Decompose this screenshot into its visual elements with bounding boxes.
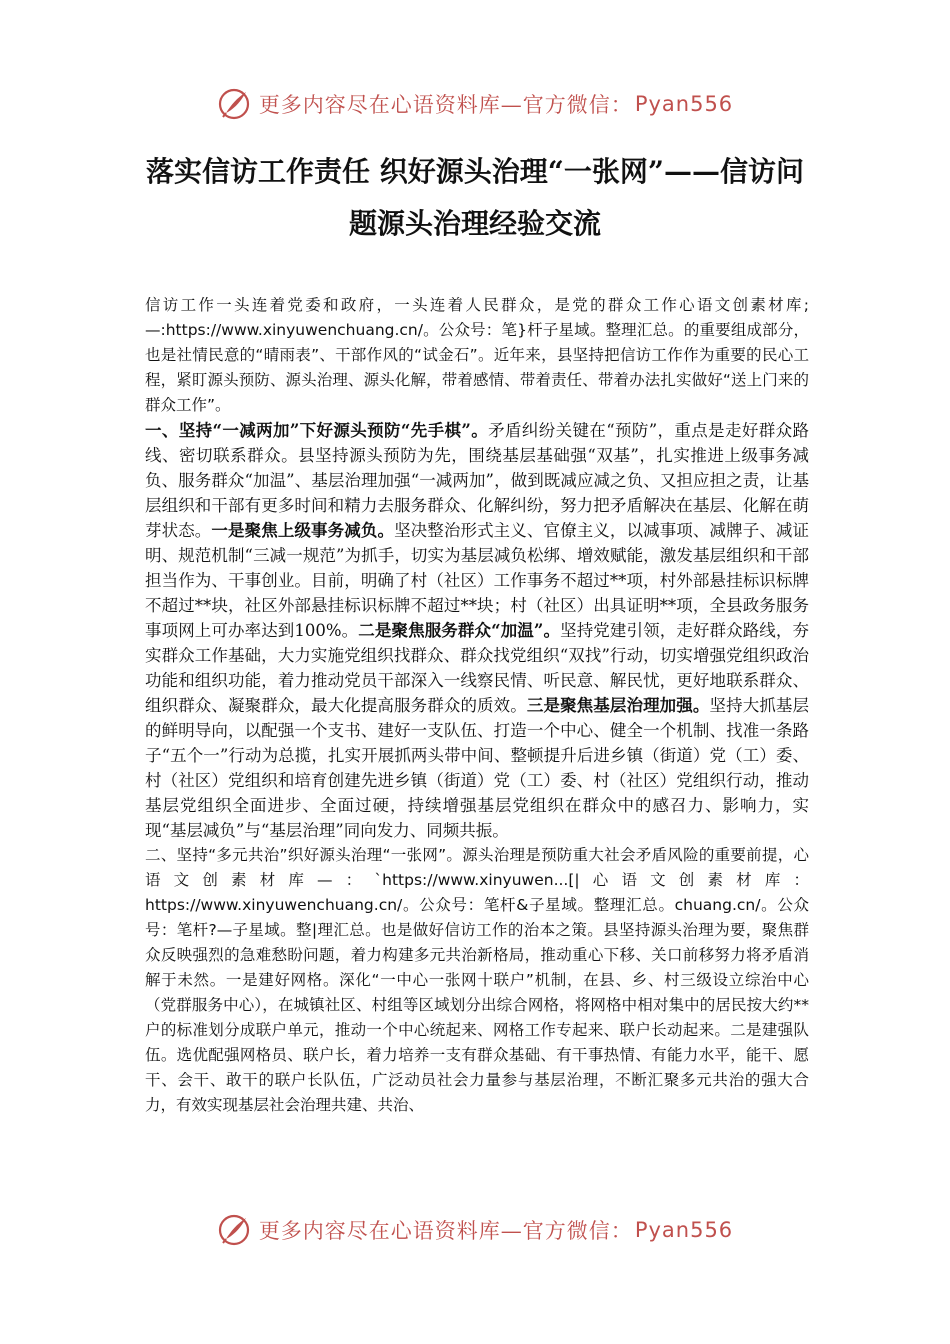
feather-logo-icon [217,1213,251,1247]
watermark-id: Pyan556 [634,92,734,116]
watermark-banner-top [0,84,950,124]
point-1-text: 坚决整治形式主义、官僚主义，以减事项、减牌子、减证明、规范机制“三减一规范”为抓手，切实为基层减负松绑、增效赋能，激发基层组织和干部担当作为、干事创业。目前，明确了村（社区）工作事务不超过**项，村外部悬挂标识标牌不超过**块，社区外部悬挂标识标牌不超过**块；村（社区）出具证明**项，全县政务服务事项网上可办率达到100%。 [145,521,810,640]
feather-logo-icon [217,87,251,121]
watermark-banner-bottom [0,1210,950,1250]
point-3-text: 坚持大抓基层的鲜明导向，以配强一个支书、建好一支队伍、打造一个中心、健全一个机制、找准一条路子“五个一”行动为总揽，扎实开展抓两头带中间、整顿提升后进乡镇（街道）党（工）委、村（社区）党组织和培育创建先进乡镇（街道）党（工）委、村（社区）党组织行动，推动基层党组织全面进步、全面过硬，持续增强基层党组织在群众中的感召力、影响力，实现“基层减负”与“基层治理”同向发力、同频共振。 [145,696,810,840]
intro-paragraph: 信访工作一头连着党委和政府，一头连着人民群众，是党的群众工作心语文创素材库;—:https://www.xinyuwenchuang.cn/。公众号：笔}杆子星域。整理汇总。的重要组成部分，也是社情民意的“晴雨表”、干部作风的“试金石”。近年来，县坚持把信访工作作为重要的民心工程，紧盯源头预防、源头治理、源头化解，带着感情、带着责任、带着办法扎实做好“送上门来的群众工作”。 [145,296,809,414]
point-2-text: 坚持党建引领，走好群众路线，夯实群众工作基础，大力实施党组织找群众、群众找党组织“双找”行动，切实增强党组织政治功能和组织功能，着力推动党员干部深入一线察民情、听民意、解民忧，更好地联系群众、组织群众、凝聚群众，最大化提高服务群众的质效。 [145,621,810,715]
watermark-text: 更多内容尽在心语资料库—官方微信： [258,1219,633,1243]
document-body [145,293,809,1118]
watermark-text: 更多内容尽在心语资料库—官方微信： [258,93,633,117]
point-1-heading: 一是聚焦上级事务减负。 [211,521,395,540]
section-1-paragraph [145,418,809,843]
document-title: 落实信访工作责任 织好源头治理“一张网”——信访问题源头治理经验交流 [146,155,804,240]
section-2-paragraph: 二、坚持“多元共治”织好源头治理“一张网”。源头治理是预防重大社会矛盾风险的重要前提，心语文创素材库—：`https://www.xinyuwen...[|心语文创素材库：https://www.xinyuwenchuang.cn/。公众号：笔杆&子星域。整理汇总。chuang.cn/。公众号：笔杆?—子星域。整|理汇总。也是做好信访工作的治本之策。县坚持源头治理为要，聚焦群众反映强烈的急难愁盼问题，着力构建多元共治新格局，推动重心下移、关口前移努力将矛盾消解于未然。一是建好网格。深化“一中心一张网十联户”机制，在县、乡、村三级设立综治中心（党群服务中心），在城镇社区、村组等区域划分出综合网格，将网格中相对集中的居民按大约**户的标准划分成联户单元，推动一个中心统起来、网格工作专起来、联户长动起来。二是建强队伍。选优配强网格员、联户长，着力培养一支有群众基础、有干事热情、有能力水平，能干、愿干、会干、敢干的联户长队伍，广泛动员社会力量参与基层治理，不断汇聚多元共治的强大合力，有效实现基层社会治理共建、共治、 [145,846,809,1114]
watermark-id: Pyan556 [634,1218,734,1242]
point-3-heading: 三是聚焦基层治理加强。 [526,696,710,715]
section-1-text: 矛盾纠纷关键在“预防”，重点是走好群众路线、密切联系群众。县坚持源头预防为先，围绕基层基础强“双基”，扎实推进上级事务减负、服务群众“加温”、基层治理加强“一减两加”，做到既减应减之负、又担应担之责，让基层组织和干部有更多时间和精力去服务群众、化解纠纷，努力把矛盾解决在基层、化解在萌芽状态。 [145,421,810,540]
section-1-heading: 一、坚持“一减两加”下好源头预防“先手棋”。 [145,421,489,440]
point-2-heading: 二是聚焦服务群众“加温”。 [358,621,561,640]
